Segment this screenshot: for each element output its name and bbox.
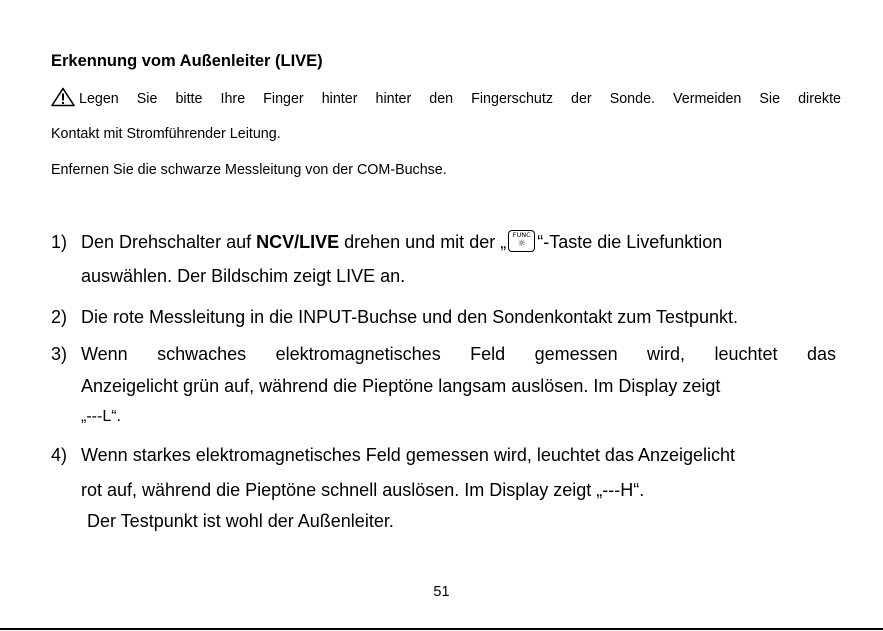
step-3-line-2: Anzeigelicht grün auf, während die Pieptöne langsam auslösen. Im Display zeigt bbox=[81, 376, 721, 396]
note-text: Enfernen Sie die schwarze Messleitung von der COM-Buchse. bbox=[51, 162, 447, 178]
page-number: 51 bbox=[433, 584, 450, 600]
step-1-line-1 bbox=[81, 230, 722, 254]
step-number: 2) bbox=[51, 307, 68, 327]
warning-line bbox=[51, 87, 841, 109]
func-key-label: FUNC bbox=[512, 231, 531, 239]
step-text: Den Drehschalter auf bbox=[81, 232, 257, 252]
func-key-symbol: ☼ bbox=[517, 239, 526, 249]
step-number: 4) bbox=[51, 445, 68, 465]
warning-continuation: Kontakt mit Stromführender Leitung. bbox=[51, 126, 281, 142]
step-4-line-3: Der Testpunkt ist wohl der Außenleiter. bbox=[87, 511, 394, 531]
step-text: “-Taste die Livefunktion bbox=[537, 232, 723, 252]
step-4-line-2: rot auf, während die Pieptöne schnell auslösen. Im Display zeigt „---H“. bbox=[81, 480, 645, 500]
warning-text: Legen Sie bitte Ihre Finger hinter hinter den Fingerschutz der Sonde. Vermeiden Sie direkte bbox=[79, 91, 841, 107]
step-number: 1) bbox=[51, 232, 68, 252]
step-1-line-2: auswählen. Der Bildschim zeigt LIVE an. bbox=[81, 266, 406, 286]
step-4-line-1: Wenn starkes elektromagnetisches Feld gemessen wird, leuchtet das Anzeigelicht bbox=[81, 445, 736, 465]
bottom-rule bbox=[0, 628, 883, 630]
step-3-line-1: Wenn schwaches elektromagnetisches Feld gemessen wird, leuchtet das bbox=[81, 344, 836, 364]
func-key-icon bbox=[508, 230, 535, 252]
step-text: drehen und mit der „ bbox=[339, 232, 507, 252]
step-2-line-1: Die rote Messleitung in die INPUT-Buchse und den Sondenkontakt zum Testpunkt. bbox=[81, 307, 739, 327]
step-number: 3) bbox=[51, 344, 68, 364]
section-heading: Erkennung vom Außenleiter (LIVE) bbox=[51, 52, 323, 70]
warning-triangle-icon bbox=[51, 87, 79, 107]
mode-name: NCV/LIVE bbox=[256, 232, 340, 252]
step-3-line-3: „---L“. bbox=[81, 408, 121, 425]
